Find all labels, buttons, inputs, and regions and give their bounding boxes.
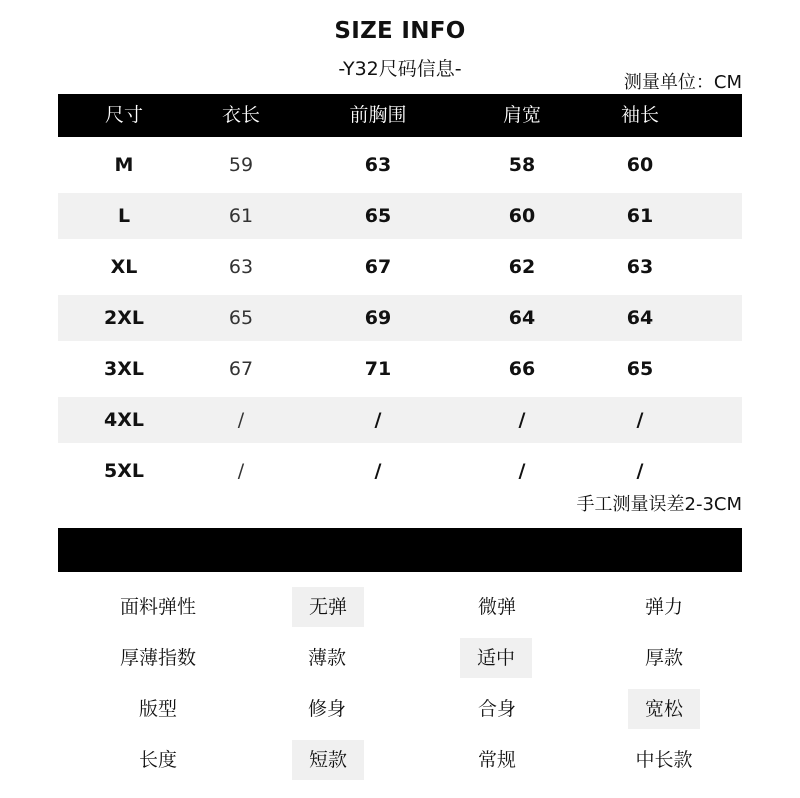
chest-cell: / [374,409,382,431]
sleeve-cell: 65 [626,358,654,380]
table-row [58,295,742,341]
fabric-properties [58,587,742,791]
chest-cell: 71 [364,358,392,380]
shoulder-cell: / [518,409,526,431]
property-row-elasticity [58,587,742,630]
table-row [58,397,742,443]
property-option: 微弹 [477,596,516,618]
chest-cell: 67 [364,256,392,278]
property-label: 版型 [138,698,177,720]
sleeve-cell: 61 [626,205,654,227]
size-table-header [58,94,742,137]
table-row [58,448,742,494]
length-cell: / [237,409,245,431]
shoulder-cell: 62 [508,256,536,278]
section-divider-bar [58,528,742,572]
shoulder-cell: 66 [508,358,536,380]
property-option-selected: 适中 [460,638,532,678]
table-row [58,244,742,290]
property-label: 面料弹性 [119,596,196,618]
property-option: 修身 [307,698,346,720]
property-option: 中长款 [635,749,693,771]
size-cell: XL [110,256,138,278]
shoulder-cell: 64 [508,307,536,329]
chest-cell: / [374,460,382,482]
property-row-fit [58,689,742,732]
property-option-selected: 宽松 [628,689,700,729]
property-option: 弹力 [644,596,683,618]
header-shoulder: 肩宽 [502,104,541,126]
shoulder-cell: / [518,460,526,482]
header-sleeve: 袖长 [620,104,659,126]
measurement-note: 手工测量误差2-3CM [576,494,742,515]
header-length: 衣长 [221,104,260,126]
table-row [58,142,742,188]
property-option: 合身 [477,698,516,720]
length-cell: 67 [228,358,254,380]
chest-cell: 63 [364,154,392,176]
property-option: 常规 [477,749,516,771]
sleeve-cell: 64 [626,307,654,329]
sleeve-cell: / [636,460,644,482]
table-row [58,193,742,239]
size-cell: 4XL [104,409,144,431]
chest-cell: 69 [364,307,392,329]
shoulder-cell: 60 [508,205,536,227]
chest-cell: 65 [364,205,392,227]
property-option: 薄款 [307,647,346,669]
length-cell: 61 [228,205,254,227]
page-subtitle: -Y32尺码信息- [338,58,462,80]
property-option-selected: 无弹 [292,587,364,627]
size-cell: 3XL [104,358,144,380]
size-cell: 2XL [104,307,144,329]
header-chest: 前胸围 [349,104,407,126]
sleeve-cell: / [636,409,644,431]
size-cell: M [114,154,134,176]
header-size: 尺寸 [104,104,143,126]
table-row [58,346,742,392]
length-cell: 63 [228,256,254,278]
property-row-length [58,740,742,783]
length-cell: 59 [228,154,254,176]
measurement-unit: 测量单位：CM [623,72,742,93]
size-cell: 5XL [104,460,144,482]
property-label: 长度 [138,749,177,771]
property-option-selected: 短款 [292,740,364,780]
shoulder-cell: 58 [508,154,536,176]
page-title: SIZE INFO [334,18,466,44]
sleeve-cell: 60 [626,154,654,176]
size-cell: L [117,205,131,227]
size-table-body [58,142,742,499]
sleeve-cell: 63 [626,256,654,278]
property-option: 厚款 [644,647,683,669]
length-cell: / [237,460,245,482]
length-cell: 65 [228,307,254,329]
property-row-thickness [58,638,742,681]
property-label: 厚薄指数 [119,647,196,669]
